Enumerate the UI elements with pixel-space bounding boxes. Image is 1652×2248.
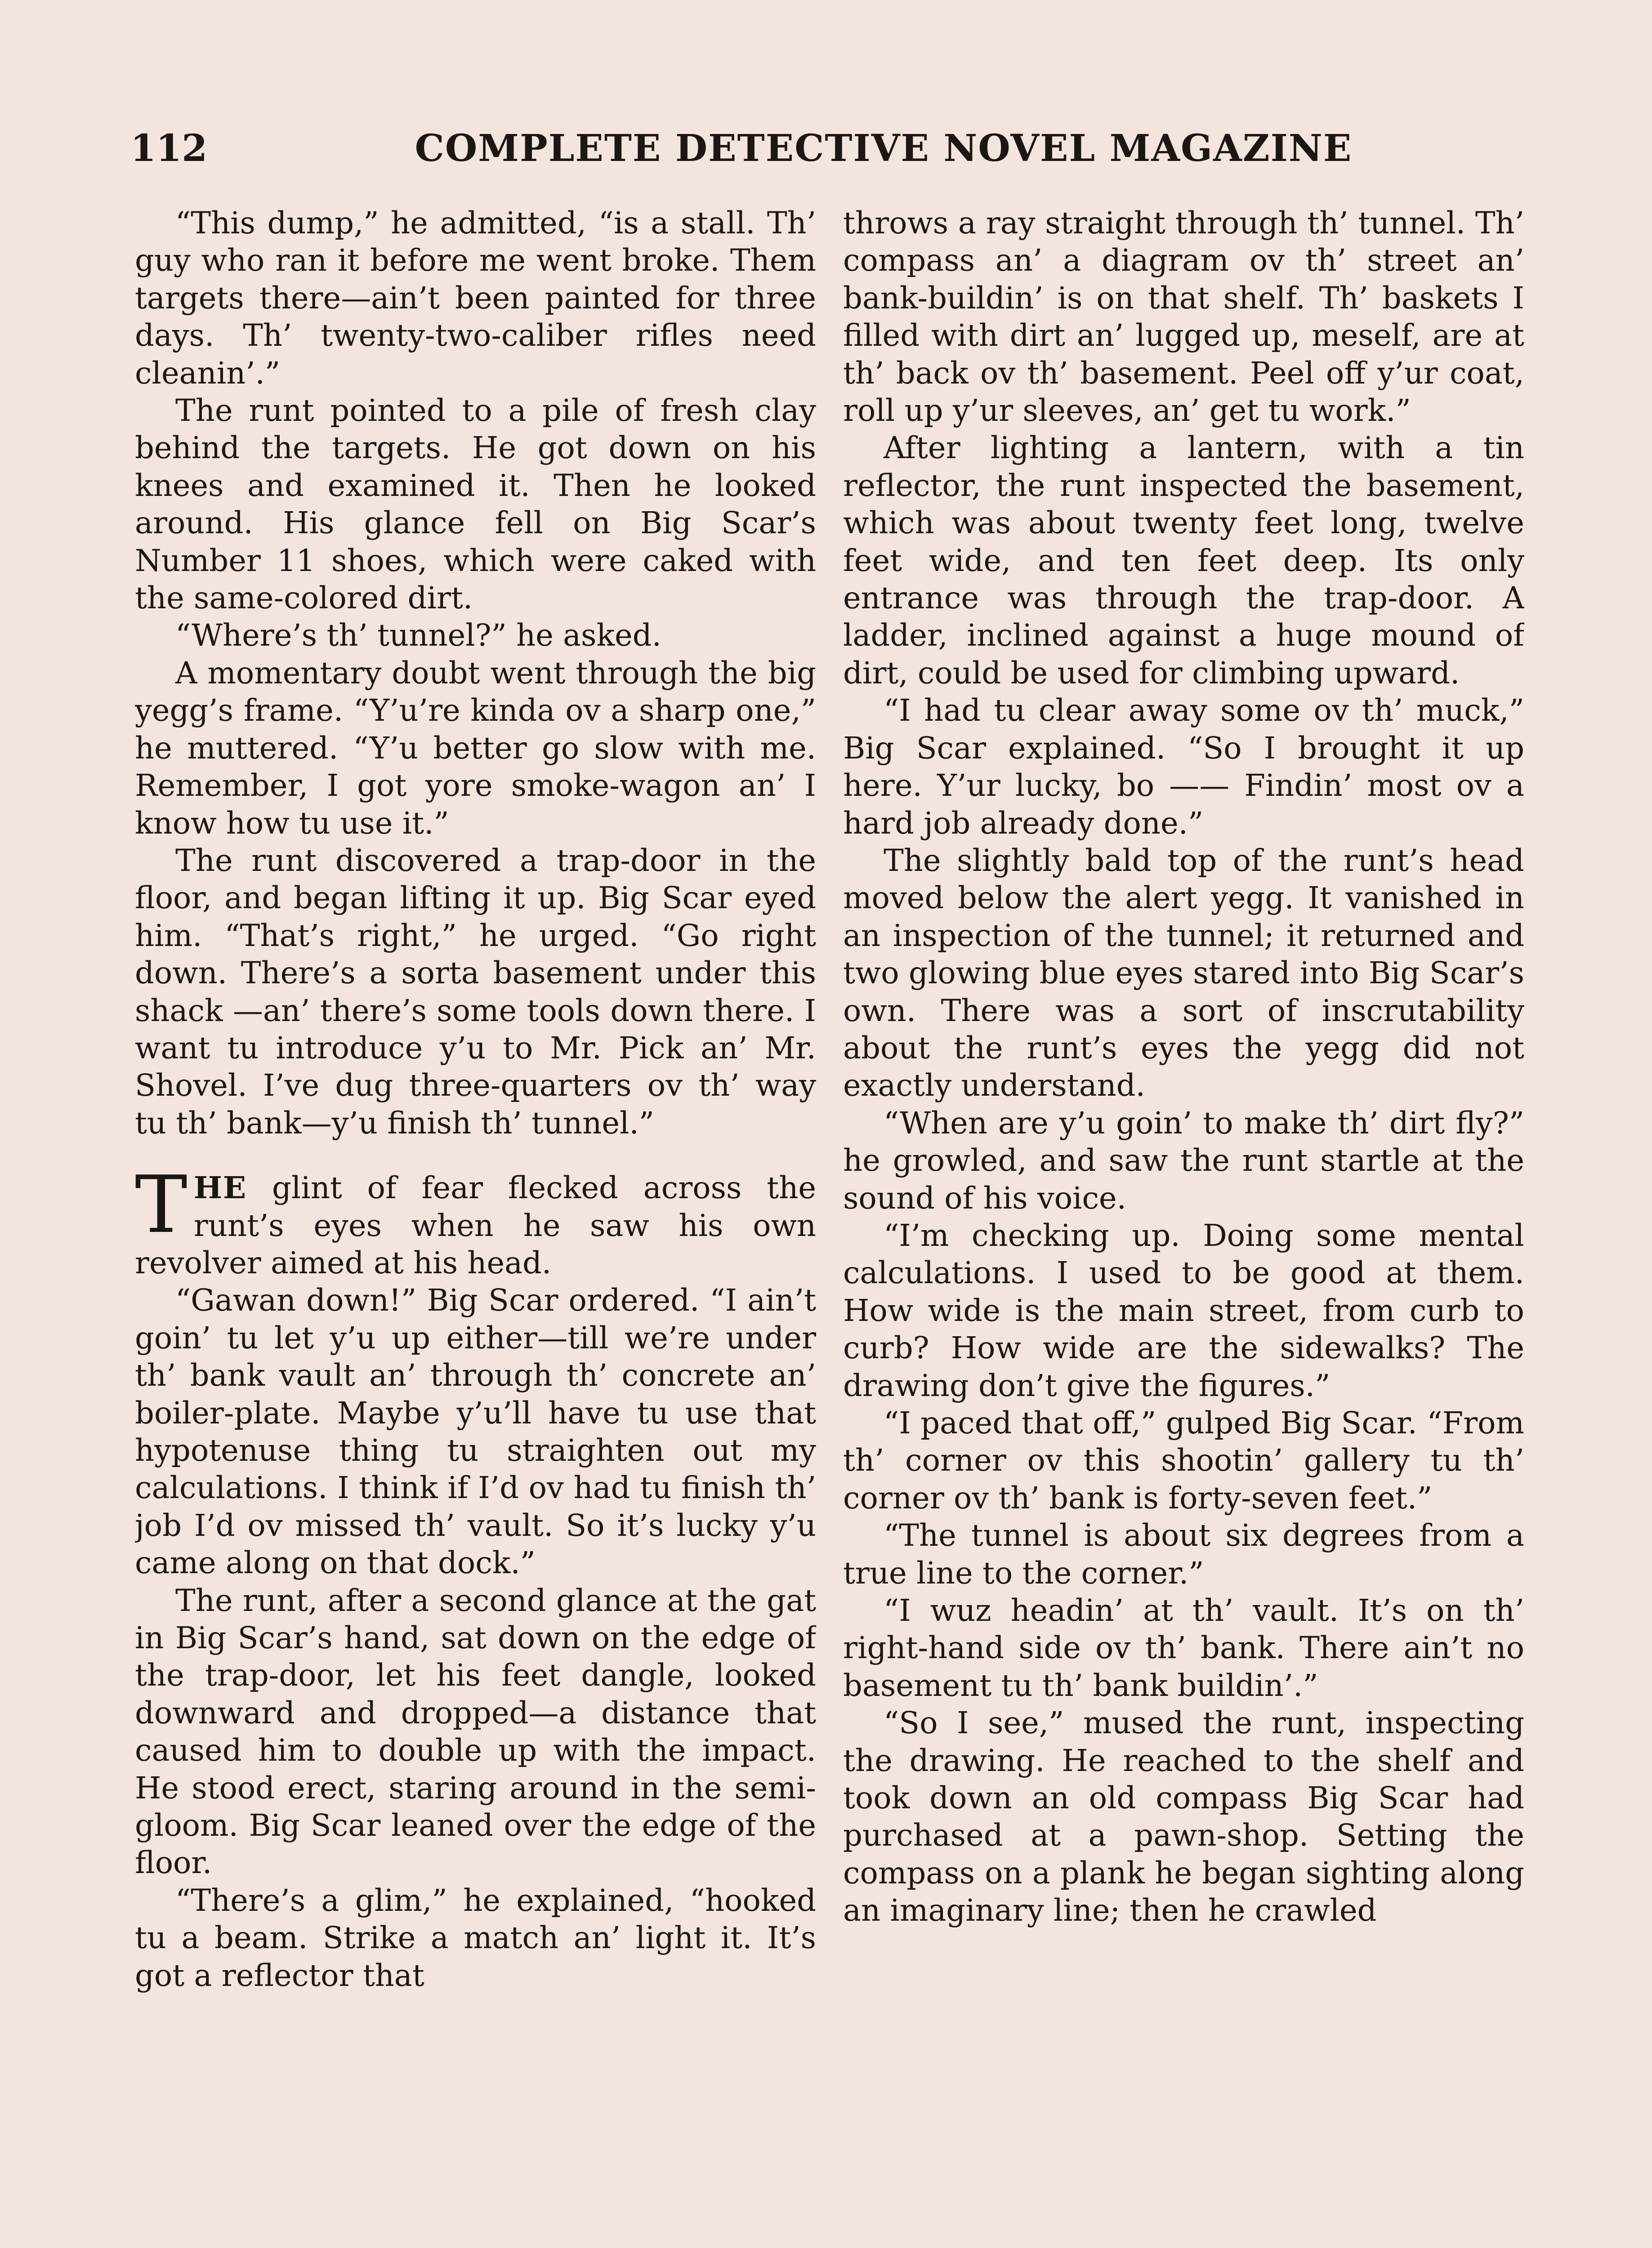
paragraph-text: glint of fear flecked across the runt’s eyes when he saw his own revolver aimed at his head. bbox=[135, 1170, 816, 1280]
paragraph: After lighting a lantern, with a tin reflector, the runt inspected the basement, which was about twenty feet long, twelve feet wide, and ten feet deep. Its only entrance was through the trap-door. A ladder, inclined against a huge mound of dirt, could be used for climbing upward. bbox=[843, 430, 1524, 691]
paragraph: The slightly bald top of the runt’s head moved below the alert yegg. It vanished in an inspection of the tunnel; it returned and two glowing blue eyes stared into Big Scar’s own. There was a sort of inscrutability about the runt’s eyes the yegg did not exactly understand. bbox=[843, 843, 1524, 1103]
small-caps-lead: HE bbox=[193, 1170, 247, 1206]
drop-cap: T bbox=[135, 1160, 188, 1251]
page-number: 112 bbox=[130, 127, 208, 170]
paragraph: “Where’s th’ tunnel?” he asked. bbox=[175, 618, 661, 653]
running-head: COMPLETE DETECTIVE NOVEL MAGAZINE bbox=[415, 127, 1353, 170]
paragraph: A momentary doubt went through the big yegg’s frame. “Y’u’re kinda ov a sharp one,” he muttered. “Y’u better go slow with me. Remember, I got yore smoke-wagon an’ I know how tu use it.” bbox=[135, 655, 816, 841]
page-header bbox=[130, 121, 1524, 175]
paragraph: “I’m checking up. Doing some mental calculations. I used to be good at them. How wide is the main street, from curb to curb? How wide are the sidewalks? The drawing don’t give the figures.” bbox=[843, 1218, 1524, 1403]
paragraph: “Gawan down!” Big Scar ordered. “I ain’t goin’ tu let y’u up either—till we’re under th’ bank vault an’ through th’ concrete an’ boiler-plate. Maybe y’u’ll have tu use that hypotenuse thing tu straighten out my calculations. I think if I’d ov had tu finish th’ job I’d ov missed th’ vault. So it’s lucky y’u came along on that dock.” bbox=[135, 1283, 816, 1581]
paragraph: “The tunnel is about six degrees from a true line to the corner.” bbox=[843, 1518, 1524, 1591]
paragraph: “I had tu clear away some ov th’ muck,” Big Scar explained. “So I brought it up here. Y’ur lucky, bo —— Findin’ most ov a hard job already done.” bbox=[843, 693, 1524, 841]
paragraph: The runt pointed to a pile of fresh clay behind the targets. He got down on his knees and examined it. Then he looked around. His glance fell on Big Scar’s Number 11 shoes, which were caked with the same-colored dirt. bbox=[135, 393, 816, 616]
paragraph: The runt, after a second glance at the gat in Big Scar’s hand, sat down on the edge of the trap-door, let his feet dangle, looked downward and dropped—a distance that caused him to double up with the impact. He stood erect, staring around in the semi-gloom. Big Scar leaned over the edge of the floor. bbox=[135, 1583, 816, 1881]
section-opening-paragraph bbox=[135, 1160, 816, 1282]
paragraph: “I wuz headin’ at th’ vault. It’s on th’ right-hand side ov th’ bank. There ain’t no basement tu th’ bank buildin’.” bbox=[843, 1593, 1524, 1703]
right-column bbox=[843, 205, 1524, 2248]
paragraph: “When are y’u goin’ to make th’ dirt fly?” he growled, and saw the runt startle at the sound of his voice. bbox=[843, 1105, 1524, 1216]
paragraph: “This dump,” he admitted, “is a stall. Th’ guy who ran it before me went broke. Them targets there—ain’t been painted for three days. Th’ twenty-two-caliber rifles need cleanin’.” bbox=[135, 205, 816, 391]
paragraph-continued: throws a ray straight through th’ tunnel. Th’ compass an’ a diagram ov th’ street an’ bank-buildin’ is on that shelf. Th’ baskets I filled with dirt an’ lugged up, meself, are at th’ back ov th’ basement. Peel off y’ur coat, roll up y’ur sleeves, an’ get tu work.” bbox=[843, 205, 1524, 428]
paragraph: “There’s a glim,” he explained, “hooked tu a beam. Strike a match an’ light it. It’s got a reflector that bbox=[135, 1882, 816, 1993]
paragraph: The runt discovered a trap-door in the floor, and began lifting it up. Big Scar eyed him. “That’s right,” he urged. “Go right down. There’s a sorta basement under this shack —an’ there’s some tools down there. I want tu introduce y’u to Mr. Pick an’ Mr. Shovel. I’ve dug three-quarters ov th’ way tu th’ bank—y’u finish th’ tunnel.” bbox=[135, 843, 816, 1141]
paragraph: “I paced that off,” gulped Big Scar. “From th’ corner ov this shootin’ gallery tu th’ corner ov th’ bank is forty-seven feet.” bbox=[843, 1405, 1524, 1516]
left-column bbox=[135, 205, 816, 2248]
paragraph: “So I see,” mused the runt, inspecting the drawing. He reached to the shelf and took down an old compass Big Scar had purchased at a pawn-shop. Setting the compass on a plank he began sighting along an imaginary line; then he crawled bbox=[843, 1705, 1524, 1928]
